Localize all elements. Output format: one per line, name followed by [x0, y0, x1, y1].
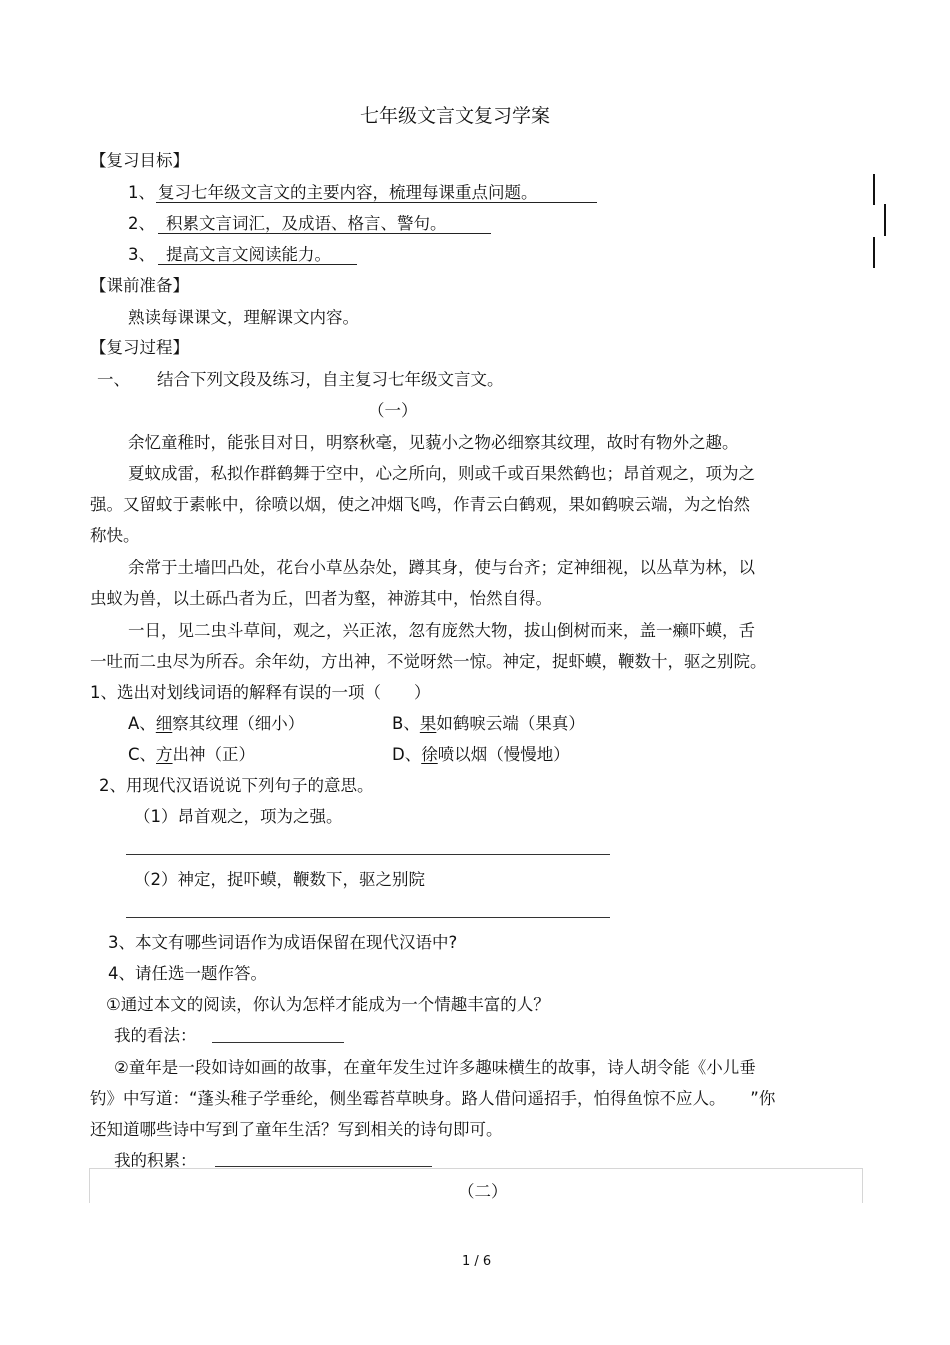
passage-line: 称快。 — [90, 526, 140, 545]
passage-line: 强。又留蚊于素帐中，徐喷以烟，使之冲烟飞鸣，作青云白鹤观，果如鹤唳云端，为之怡然 — [90, 495, 750, 514]
passage-line: 余常于土墙凹凸处，花台小草丛杂处，蹲其身，使与台齐；定神细视，以丛草为林，以 — [128, 558, 755, 577]
question-3-stem: 3、本文有哪些词语作为成语保留在现代汉语中? — [108, 933, 458, 952]
option-c-underlined-word: 方 — [156, 745, 173, 764]
part-instruction: 结合下列文段及练习，自主复习七年级文言文。 — [157, 370, 504, 389]
answer-line[interactable] — [126, 854, 610, 855]
goal-item-3-num: 3、 — [128, 245, 155, 264]
my-accumulation-answer-line[interactable] — [215, 1166, 432, 1167]
goal-item-2-num: 2、 — [128, 214, 155, 233]
option-c-label: C、 — [128, 745, 157, 764]
goal-item-3-underline — [158, 264, 357, 265]
option-a-text: 察其纹理（细小） — [172, 714, 305, 733]
option-b-label: B、 — [392, 714, 420, 733]
option-a-underlined-word: 细 — [155, 714, 173, 733]
margin-change-bar — [884, 204, 886, 236]
option-c-text: 出神（正） — [172, 745, 256, 764]
margin-change-bar — [873, 174, 875, 205]
option-a — [128, 714, 304, 734]
prep-text: 熟读每课课文，理解课文内容。 — [128, 308, 359, 327]
goal-item-1-num: 1、 — [128, 183, 155, 202]
passage-label: （一） — [368, 401, 418, 420]
question-4-stem: 4、请任选一题作答。 — [108, 964, 267, 983]
goal-item-1-text: 复习七年级文言文的主要内容，梳理每课重点问题。 — [158, 183, 538, 202]
my-view-label: 我的看法： — [114, 1026, 197, 1045]
passage-line: 余忆童稚时，能张目对日，明察秋毫，见藐小之物必细察其纹理，故时有物外之趣。 — [128, 433, 739, 452]
goal-item-3-text: 提高文言文阅读能力。 — [166, 245, 331, 264]
passage-line: 一吐而二虫尽为所吞。余年幼，方出神，不觉呀然一惊。神定，捉虾蟆，鞭数十，驱之别院。 — [90, 652, 767, 671]
question-1-stem: 1、选出对划线词语的解释有误的一项（ ） — [90, 683, 431, 702]
option-b — [392, 714, 585, 734]
option-d-label: D、 — [392, 745, 422, 764]
passage-line: 一日，见二虫斗草间，观之，兴正浓，忽有庞然大物，拔山倒树而来，盖一癞吓蟆，舌 — [128, 621, 755, 640]
prep-heading: 【课前准备】 — [90, 276, 189, 295]
goals-heading: 【复习目标】 — [90, 151, 189, 170]
goal-item-2-underline — [158, 233, 491, 234]
option-b-text: 如鹤唳云端（果真） — [436, 714, 585, 733]
option-d — [392, 745, 570, 765]
passage-2-label: （二） — [458, 1182, 508, 1201]
part-number: 一、 — [97, 370, 130, 389]
option-c — [128, 745, 255, 765]
question-4-option-2-line: 还知道哪些诗中写到了童年生活？写到相关的诗句即可。 — [90, 1120, 503, 1139]
question-4-option-2-line: 钓》中写道：“蓬头稚子学垂纶，侧坐霉苔草映身。路人借问遥招手，怕得鱼惊不应人。 ”你 — [90, 1089, 776, 1108]
margin-change-bar — [873, 237, 875, 268]
answer-line[interactable] — [126, 917, 610, 918]
goal-item-1-underline — [156, 202, 597, 203]
question-4-option-2-line: ②童年是一段如诗如画的故事，在童年发生过许多趣味横生的故事，诗人胡令能《小儿垂 — [114, 1058, 756, 1077]
option-a-label: A、 — [128, 714, 156, 733]
page-number: 1 / 6 — [462, 1254, 492, 1269]
question-2-stem: 2、用现代汉语说说下列句子的意思。 — [99, 776, 374, 795]
question-2-sub-2: （2）神定，捉吓蟆，鞭数下，驱之别院 — [134, 870, 425, 889]
option-d-text: 喷以烟（慢慢地） — [437, 745, 570, 764]
process-heading: 【复习过程】 — [90, 338, 189, 357]
option-d-underlined-word: 徐 — [421, 745, 438, 764]
goal-item-2-text: 积累文言词汇，及成语、格言、警句。 — [166, 214, 447, 233]
question-2-sub-1: （1）昂首观之，项为之强。 — [134, 807, 343, 826]
my-view-answer-line[interactable] — [212, 1042, 344, 1043]
passage-line: 虫蚁为兽，以土砾凸者为丘，凹者为壑，神游其中，怡然自得。 — [90, 589, 552, 608]
my-accumulation-label: 我的积累： — [114, 1151, 197, 1170]
option-b-underlined-word: 果 — [419, 714, 437, 733]
question-4-option-1: ①通过本文的阅读，你认为怎样才能成为一个情趣丰富的人？ — [106, 995, 550, 1014]
page-title: 七年级文言文复习学案 — [360, 105, 551, 127]
passage-line: 夏蚊成雷，私拟作群鹤舞于空中，心之所向，则或千或百果然鹤也；昂首观之，项为之 — [128, 464, 755, 483]
